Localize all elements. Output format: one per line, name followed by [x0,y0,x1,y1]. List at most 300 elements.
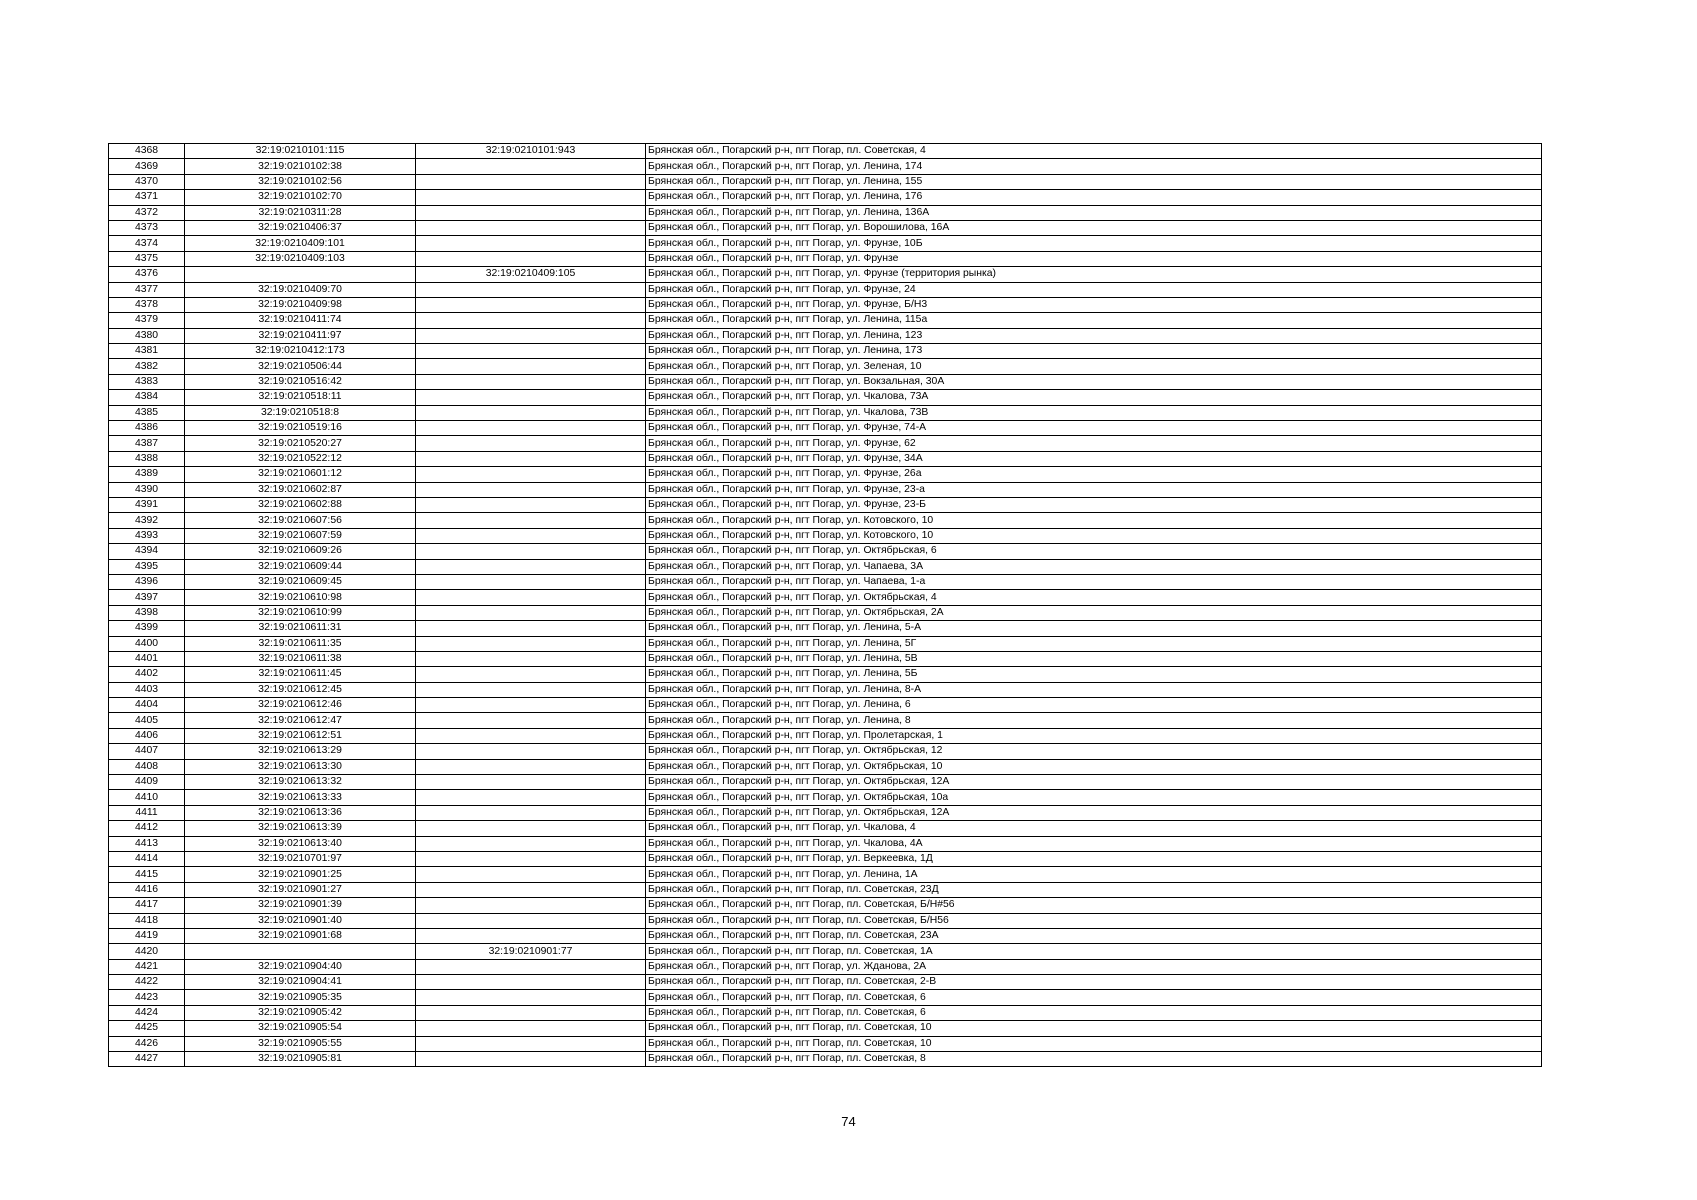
cadastral-number-cell [185,267,416,282]
related-cadastral-number-cell [416,344,646,359]
row-number-cell: 4424 [109,1005,185,1020]
row-number-cell: 4373 [109,220,185,235]
table-row [109,605,1542,620]
table-row [109,344,1542,359]
register-table-body [109,144,1542,1067]
table-row [109,359,1542,374]
row-number-cell: 4427 [109,1052,185,1067]
address-cell: Брянская обл., Погарский р-н, пгт Погар, ул. Октябрьская, 2А [646,605,1542,620]
cadastral-number-cell: 32:19:0210904:41 [185,975,416,990]
related-cadastral-number-cell [416,220,646,235]
related-cadastral-number-cell [416,898,646,913]
table-row [109,1005,1542,1020]
table-row [109,928,1542,943]
cadastral-number-cell: 32:19:0210613:40 [185,836,416,851]
related-cadastral-number-cell [416,667,646,682]
table-row [109,528,1542,543]
related-cadastral-number-cell [416,805,646,820]
address-cell: Брянская обл., Погарский р-н, пгт Погар, пл. Советская, 4 [646,144,1542,159]
row-number-cell: 4388 [109,451,185,466]
address-cell: Брянская обл., Погарский р-н, пгт Погар, ул. Фрунзе, 74-А [646,421,1542,436]
row-number-cell: 4410 [109,790,185,805]
address-cell: Брянская обл., Погарский р-н, пгт Погар, пл. Советская, Б/Н56 [646,913,1542,928]
cadastral-number-cell: 32:19:0210612:46 [185,698,416,713]
address-cell: Брянская обл., Погарский р-н, пгт Погар, ул. Ленина, 6 [646,698,1542,713]
row-number-cell: 4401 [109,651,185,666]
related-cadastral-number-cell: 32:19:0210409:105 [416,267,646,282]
address-cell: Брянская обл., Погарский р-н, пгт Погар, ул. Ленина, 136А [646,205,1542,220]
address-cell: Брянская обл., Погарский р-н, пгт Погар, ул. Ленина, 5Г [646,636,1542,651]
row-number-cell: 4426 [109,1036,185,1051]
related-cadastral-number-cell [416,928,646,943]
address-cell: Брянская обл., Погарский р-н, пгт Погар, ул. Фрунзе, 10Б [646,236,1542,251]
related-cadastral-number-cell [416,328,646,343]
address-cell: Брянская обл., Погарский р-н, пгт Погар, ул. Октябрьская, 10 [646,759,1542,774]
address-cell: Брянская обл., Погарский р-н, пгт Погар, ул. Фрунзе [646,251,1542,266]
address-cell: Брянская обл., Погарский р-н, пгт Погар, ул. Чапаева, 1-а [646,574,1542,589]
row-number-cell: 4406 [109,728,185,743]
row-number-cell: 4392 [109,513,185,528]
table-row [109,297,1542,312]
cadastral-number-cell: 32:19:0210904:40 [185,959,416,974]
table-row [109,990,1542,1005]
related-cadastral-number-cell [416,159,646,174]
cadastral-number-cell: 32:19:0210609:26 [185,544,416,559]
row-number-cell: 4422 [109,975,185,990]
cadastral-number-cell: 32:19:0210611:38 [185,651,416,666]
related-cadastral-number-cell [416,1036,646,1051]
related-cadastral-number-cell [416,990,646,1005]
table-row [109,267,1542,282]
table-row [109,282,1542,297]
address-cell: Брянская обл., Погарский р-н, пгт Погар, ул. Котовского, 10 [646,528,1542,543]
related-cadastral-number-cell [416,775,646,790]
row-number-cell: 4375 [109,251,185,266]
address-cell: Брянская обл., Погарский р-н, пгт Погар, пл. Советская, 23А [646,928,1542,943]
address-cell: Брянская обл., Погарский р-н, пгт Погар, пл. Советская, 1А [646,944,1542,959]
related-cadastral-number-cell [416,913,646,928]
address-cell: Брянская обл., Погарский р-н, пгт Погар, ул. Фрунзе, Б/Н3 [646,297,1542,312]
address-cell: Брянская обл., Погарский р-н, пгт Погар, ул. Ленина, 5В [646,651,1542,666]
cadastral-number-cell: 32:19:0210601:12 [185,467,416,482]
row-number-cell: 4382 [109,359,185,374]
address-cell: Брянская обл., Погарский р-н, пгт Погар, ул. Чапаева, 3А [646,559,1542,574]
address-cell: Брянская обл., Погарский р-н, пгт Погар, ул. Ленина, 1А [646,867,1542,882]
related-cadastral-number-cell [416,621,646,636]
cadastral-number-cell: 32:19:0210609:44 [185,559,416,574]
related-cadastral-number-cell [416,544,646,559]
cadastral-number-cell: 32:19:0210613:29 [185,744,416,759]
related-cadastral-number-cell [416,421,646,436]
cadastral-number-cell: 32:19:0210411:97 [185,328,416,343]
cadastral-number-cell: 32:19:0210522:12 [185,451,416,466]
cadastral-number-cell: 32:19:0210506:44 [185,359,416,374]
row-number-cell: 4411 [109,805,185,820]
address-cell: Брянская обл., Погарский р-н, пгт Погар, ул. Чкалова, 73А [646,390,1542,405]
row-number-cell: 4389 [109,467,185,482]
cadastral-number-cell: 32:19:0210602:88 [185,497,416,512]
row-number-cell: 4423 [109,990,185,1005]
cadastral-number-cell: 32:19:0210412:173 [185,344,416,359]
row-number-cell: 4400 [109,636,185,651]
cadastral-number-cell: 32:19:0210611:35 [185,636,416,651]
row-number-cell: 4417 [109,898,185,913]
table-row [109,944,1542,959]
related-cadastral-number-cell [416,882,646,897]
address-cell: Брянская обл., Погарский р-н, пгт Погар, ул. Зеленая, 10 [646,359,1542,374]
address-cell: Брянская обл., Погарский р-н, пгт Погар, пл. Советская, 6 [646,990,1542,1005]
address-cell: Брянская обл., Погарский р-н, пгт Погар, ул. Октябрьская, 12 [646,744,1542,759]
cadastral-number-cell: 32:19:0210516:42 [185,374,416,389]
table-row [109,682,1542,697]
related-cadastral-number-cell [416,713,646,728]
row-number-cell: 4377 [109,282,185,297]
table-row [109,159,1542,174]
table-row [109,621,1542,636]
row-number-cell: 4420 [109,944,185,959]
row-number-cell: 4414 [109,851,185,866]
table-row [109,744,1542,759]
table-row [109,836,1542,851]
related-cadastral-number-cell [416,959,646,974]
related-cadastral-number-cell [416,851,646,866]
address-cell: Брянская обл., Погарский р-н, пгт Погар, ул. Октябрьская, 4 [646,590,1542,605]
row-number-cell: 4369 [109,159,185,174]
table-row [109,144,1542,159]
address-cell: Брянская обл., Погарский р-н, пгт Погар, пл. Советская, Б/Н#56 [646,898,1542,913]
address-cell: Брянская обл., Погарский р-н, пгт Погар, пл. Советская, 10 [646,1036,1542,1051]
cadastral-number-cell: 32:19:0210905:81 [185,1052,416,1067]
related-cadastral-number-cell [416,390,646,405]
row-number-cell: 4413 [109,836,185,851]
table-row [109,513,1542,528]
related-cadastral-number-cell [416,205,646,220]
cadastral-number-cell: 32:19:0210612:47 [185,713,416,728]
address-cell: Брянская обл., Погарский р-н, пгт Погар, ул. Ленина, 8-А [646,682,1542,697]
related-cadastral-number-cell [416,682,646,697]
address-cell: Брянская обл., Погарский р-н, пгт Погар, пл. Советская, 2-В [646,975,1542,990]
cadastral-number-cell: 32:19:0210519:16 [185,421,416,436]
row-number-cell: 4393 [109,528,185,543]
cadastral-number-cell [185,944,416,959]
related-cadastral-number-cell [416,436,646,451]
cadastral-number-cell: 32:19:0210409:98 [185,297,416,312]
cadastral-number-cell: 32:19:0210901:25 [185,867,416,882]
related-cadastral-number-cell [416,636,646,651]
table-row [109,451,1542,466]
table-row [109,636,1542,651]
cadastral-number-cell: 32:19:0210611:45 [185,667,416,682]
address-cell: Брянская обл., Погарский р-н, пгт Погар, ул. Октябрьская, 12А [646,805,1542,820]
row-number-cell: 4398 [109,605,185,620]
table-row [109,174,1542,189]
related-cadastral-number-cell [416,297,646,312]
row-number-cell: 4379 [109,313,185,328]
related-cadastral-number-cell [416,790,646,805]
address-cell: Брянская обл., Погарский р-н, пгт Погар, ул. Фрунзе, 23-Б [646,497,1542,512]
address-cell: Брянская обл., Погарский р-н, пгт Погар, ул. Фрунзе, 26а [646,467,1542,482]
related-cadastral-number-cell [416,174,646,189]
cadastral-number-cell: 32:19:0210613:36 [185,805,416,820]
row-number-cell: 4370 [109,174,185,189]
address-cell: Брянская обл., Погарский р-н, пгт Погар, ул. Октябрьская, 10а [646,790,1542,805]
table-row [109,205,1542,220]
cadastral-number-cell: 32:19:0210518:11 [185,390,416,405]
related-cadastral-number-cell [416,236,646,251]
table-row [109,313,1542,328]
table-row [109,667,1542,682]
address-cell: Брянская обл., Погарский р-н, пгт Погар, пл. Советская, 8 [646,1052,1542,1067]
related-cadastral-number-cell [416,590,646,605]
address-cell: Брянская обл., Погарский р-н, пгт Погар, ул. Чкалова, 4 [646,821,1542,836]
related-cadastral-number-cell [416,975,646,990]
row-number-cell: 4386 [109,421,185,436]
table-row [109,651,1542,666]
related-cadastral-number-cell [416,744,646,759]
related-cadastral-number-cell [416,559,646,574]
table-row [109,497,1542,512]
table-row [109,544,1542,559]
address-cell: Брянская обл., Погарский р-н, пгт Погар, ул. Фрунзе (территория рынка) [646,267,1542,282]
table-row [109,713,1542,728]
related-cadastral-number-cell [416,821,646,836]
related-cadastral-number-cell [416,359,646,374]
register-table [108,143,1542,1067]
related-cadastral-number-cell [416,867,646,882]
related-cadastral-number-cell [416,374,646,389]
row-number-cell: 4390 [109,482,185,497]
cadastral-number-cell: 32:19:0210613:32 [185,775,416,790]
address-cell: Брянская обл., Погарский р-н, пгт Погар, ул. Ленина, 174 [646,159,1542,174]
address-cell: Брянская обл., Погарский р-н, пгт Погар, ул. Ленина, 155 [646,174,1542,189]
row-number-cell: 4419 [109,928,185,943]
related-cadastral-number-cell [416,1005,646,1020]
row-number-cell: 4381 [109,344,185,359]
related-cadastral-number-cell [416,1052,646,1067]
address-cell: Брянская обл., Погарский р-н, пгт Погар, ул. Октябрьская, 6 [646,544,1542,559]
row-number-cell: 4416 [109,882,185,897]
address-cell: Брянская обл., Погарский р-н, пгт Погар, ул. Фрунзе, 62 [646,436,1542,451]
cadastral-number-cell: 32:19:0210602:87 [185,482,416,497]
cadastral-number-cell: 32:19:0210905:54 [185,1021,416,1036]
row-number-cell: 4372 [109,205,185,220]
table-row [109,867,1542,882]
related-cadastral-number-cell [416,251,646,266]
row-number-cell: 4396 [109,574,185,589]
address-cell: Брянская обл., Погарский р-н, пгт Погар, ул. Ленина, 5-А [646,621,1542,636]
address-cell: Брянская обл., Погарский р-н, пгт Погар, ул. Жданова, 2А [646,959,1542,974]
address-cell: Брянская обл., Погарский р-н, пгт Погар, ул. Ленина, 173 [646,344,1542,359]
related-cadastral-number-cell [416,1021,646,1036]
row-number-cell: 4368 [109,144,185,159]
row-number-cell: 4384 [109,390,185,405]
row-number-cell: 4385 [109,405,185,420]
address-cell: Брянская обл., Погарский р-н, пгт Погар, пл. Советская, 10 [646,1021,1542,1036]
row-number-cell: 4394 [109,544,185,559]
related-cadastral-number-cell [416,728,646,743]
row-number-cell: 4378 [109,297,185,312]
cadastral-number-cell: 32:19:0210611:31 [185,621,416,636]
row-number-cell: 4409 [109,775,185,790]
cadastral-number-cell: 32:19:0210905:55 [185,1036,416,1051]
address-cell: Брянская обл., Погарский р-н, пгт Погар, ул. Ленина, 5Б [646,667,1542,682]
table-row [109,328,1542,343]
related-cadastral-number-cell [416,574,646,589]
table-row [109,1021,1542,1036]
row-number-cell: 4371 [109,190,185,205]
table-row [109,821,1542,836]
row-number-cell: 4415 [109,867,185,882]
cadastral-number-cell: 32:19:0210101:115 [185,144,416,159]
cadastral-number-cell: 32:19:0210409:70 [185,282,416,297]
row-number-cell: 4408 [109,759,185,774]
table-row [109,959,1542,974]
related-cadastral-number-cell [416,451,646,466]
address-cell: Брянская обл., Погарский р-н, пгт Погар, ул. Ленина, 123 [646,328,1542,343]
address-cell: Брянская обл., Погарский р-н, пгт Погар, ул. Фрунзе, 34А [646,451,1542,466]
row-number-cell: 4418 [109,913,185,928]
cadastral-number-cell: 32:19:0210701:97 [185,851,416,866]
table-row [109,574,1542,589]
row-number-cell: 4395 [109,559,185,574]
table-row [109,759,1542,774]
cadastral-number-cell: 32:19:0210520:27 [185,436,416,451]
row-number-cell: 4374 [109,236,185,251]
related-cadastral-number-cell [416,605,646,620]
table-row [109,805,1542,820]
table-row [109,851,1542,866]
table-row [109,559,1542,574]
table-row [109,728,1542,743]
cadastral-number-cell: 32:19:0210406:37 [185,220,416,235]
cadastral-number-cell: 32:19:0210102:70 [185,190,416,205]
related-cadastral-number-cell: 32:19:0210101:943 [416,144,646,159]
table-row [109,421,1542,436]
table-row [109,775,1542,790]
cadastral-number-cell: 32:19:0210409:101 [185,236,416,251]
address-cell: Брянская обл., Погарский р-н, пгт Погар, ул. Ленина, 8 [646,713,1542,728]
row-number-cell: 4402 [109,667,185,682]
table-row [109,482,1542,497]
table-row [109,405,1542,420]
table-row [109,898,1542,913]
table-row [109,698,1542,713]
related-cadastral-number-cell [416,313,646,328]
cadastral-number-cell: 32:19:0210607:56 [185,513,416,528]
related-cadastral-number-cell [416,513,646,528]
cadastral-number-cell: 32:19:0210102:38 [185,159,416,174]
cadastral-number-cell: 32:19:0210901:68 [185,928,416,943]
related-cadastral-number-cell [416,497,646,512]
table-row [109,790,1542,805]
related-cadastral-number-cell [416,467,646,482]
table-row [109,467,1542,482]
row-number-cell: 4425 [109,1021,185,1036]
table-row [109,390,1542,405]
cadastral-number-cell: 32:19:0210901:40 [185,913,416,928]
cadastral-number-cell: 32:19:0210311:28 [185,205,416,220]
cadastral-number-cell: 32:19:0210607:59 [185,528,416,543]
cadastral-number-cell: 32:19:0210905:42 [185,1005,416,1020]
address-cell: Брянская обл., Погарский р-н, пгт Погар, ул. Котовского, 10 [646,513,1542,528]
related-cadastral-number-cell [416,836,646,851]
row-number-cell: 4380 [109,328,185,343]
cadastral-number-cell: 32:19:0210102:56 [185,174,416,189]
row-number-cell: 4387 [109,436,185,451]
table-row [109,975,1542,990]
cadastral-number-cell: 32:19:0210612:51 [185,728,416,743]
related-cadastral-number-cell: 32:19:0210901:77 [416,944,646,959]
cadastral-number-cell: 32:19:0210609:45 [185,574,416,589]
row-number-cell: 4403 [109,682,185,697]
table-row [109,436,1542,451]
related-cadastral-number-cell [416,405,646,420]
related-cadastral-number-cell [416,282,646,297]
address-cell: Брянская обл., Погарский р-н, пгт Погар, ул. Ленина, 176 [646,190,1542,205]
address-cell: Брянская обл., Погарский р-н, пгт Погар, ул. Октябрьская, 12А [646,775,1542,790]
table-row [109,374,1542,389]
table-row [109,236,1542,251]
address-cell: Брянская обл., Погарский р-н, пгт Погар, ул. Пролетарская, 1 [646,728,1542,743]
address-cell: Брянская обл., Погарский р-н, пгт Погар, ул. Фрунзе, 24 [646,282,1542,297]
table-row [109,882,1542,897]
table-row [109,190,1542,205]
cadastral-number-cell: 32:19:0210613:33 [185,790,416,805]
row-number-cell: 4421 [109,959,185,974]
table-row [109,590,1542,605]
row-number-cell: 4383 [109,374,185,389]
cadastral-number-cell: 32:19:0210518:8 [185,405,416,420]
table-row [109,1036,1542,1051]
cadastral-number-cell: 32:19:0210411:74 [185,313,416,328]
row-number-cell: 4399 [109,621,185,636]
address-cell: Брянская обл., Погарский р-н, пгт Погар, ул. Чкалова, 4А [646,836,1542,851]
related-cadastral-number-cell [416,528,646,543]
cadastral-number-cell: 32:19:0210409:103 [185,251,416,266]
address-cell: Брянская обл., Погарский р-н, пгт Погар, ул. Фрунзе, 23-а [646,482,1542,497]
table-row [109,220,1542,235]
address-cell: Брянская обл., Погарский р-н, пгт Погар, пл. Советская, 6 [646,1005,1542,1020]
cadastral-number-cell: 32:19:0210901:27 [185,882,416,897]
table-row [109,913,1542,928]
related-cadastral-number-cell [416,190,646,205]
address-cell: Брянская обл., Погарский р-н, пгт Погар, ул. Вокзальная, 30А [646,374,1542,389]
row-number-cell: 4412 [109,821,185,836]
cadastral-number-cell: 32:19:0210905:35 [185,990,416,1005]
cadastral-number-cell: 32:19:0210610:98 [185,590,416,605]
row-number-cell: 4407 [109,744,185,759]
related-cadastral-number-cell [416,482,646,497]
cadastral-number-cell: 32:19:0210610:99 [185,605,416,620]
cadastral-number-cell: 32:19:0210901:39 [185,898,416,913]
table-row [109,251,1542,266]
address-cell: Брянская обл., Погарский р-н, пгт Погар, пл. Советская, 23Д [646,882,1542,897]
row-number-cell: 4405 [109,713,185,728]
row-number-cell: 4404 [109,698,185,713]
address-cell: Брянская обл., Погарский р-н, пгт Погар, ул. Ленина, 115а [646,313,1542,328]
address-cell: Брянская обл., Погарский р-н, пгт Погар, ул. Веркеевка, 1Д [646,851,1542,866]
cadastral-number-cell: 32:19:0210613:39 [185,821,416,836]
related-cadastral-number-cell [416,651,646,666]
row-number-cell: 4397 [109,590,185,605]
cadastral-number-cell: 32:19:0210612:45 [185,682,416,697]
page-number: 74 [841,1114,856,1129]
row-number-cell: 4391 [109,497,185,512]
related-cadastral-number-cell [416,759,646,774]
related-cadastral-number-cell [416,698,646,713]
row-number-cell: 4376 [109,267,185,282]
address-cell: Брянская обл., Погарский р-н, пгт Погар, ул. Ворошилова, 16А [646,220,1542,235]
